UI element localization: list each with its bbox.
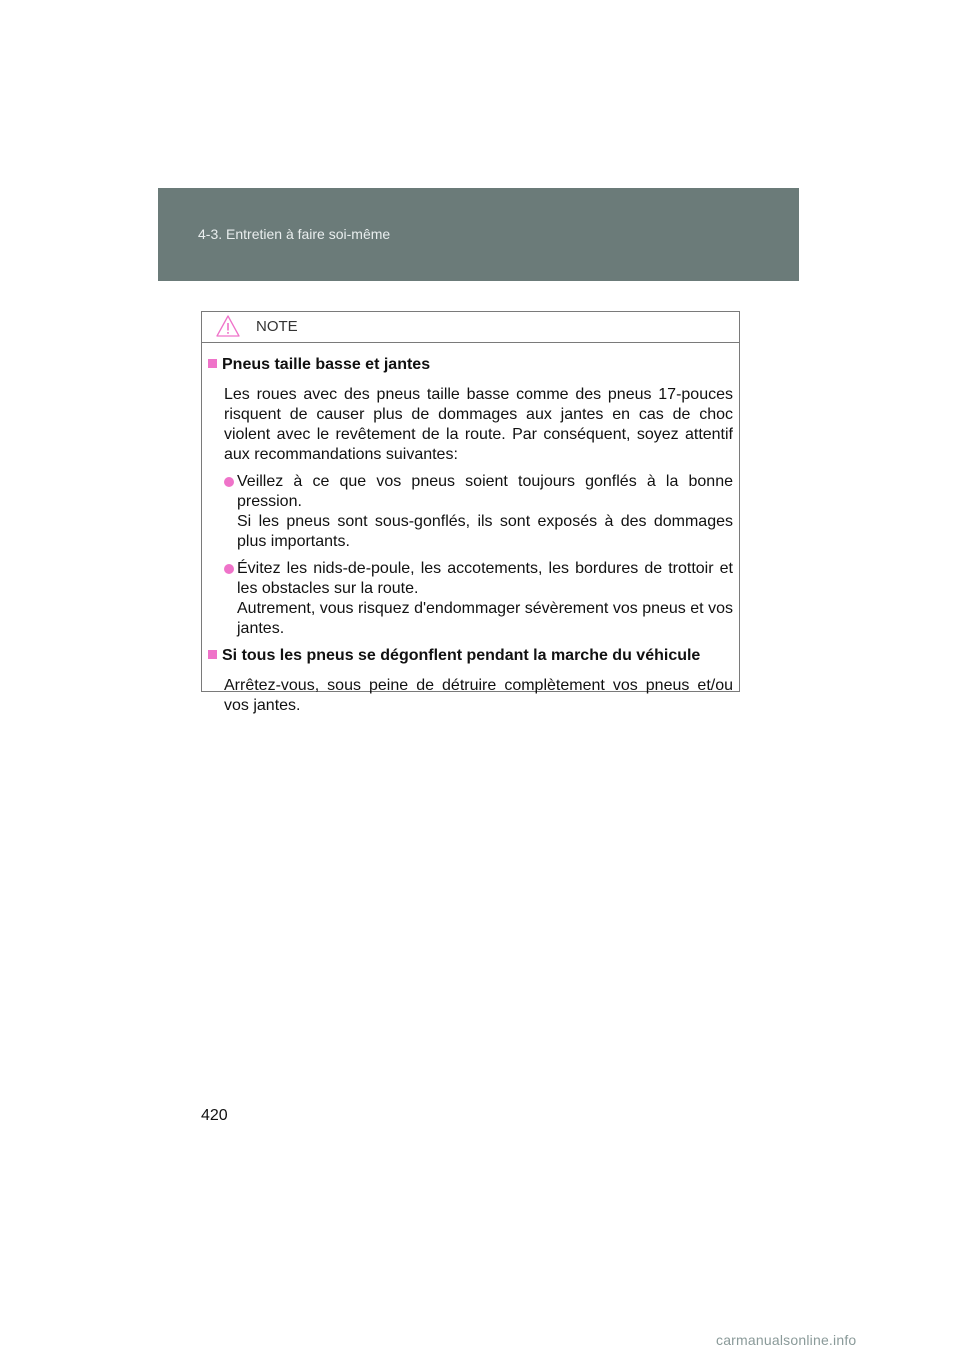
section-heading-text: Si tous les pneus se dégonflent pendant la marche du véhicule — [222, 647, 701, 664]
section-heading — [208, 646, 733, 666]
section-heading-text: Pneus taille basse et jantes — [222, 356, 431, 373]
square-bullet-icon — [208, 650, 217, 659]
bullet-text: Si les pneus sont sous-gonflés, ils sont exposés à des dommages plus importants. — [237, 513, 733, 550]
note-label: NOTE — [256, 318, 298, 335]
bullet-text: Autrement, vous risquez d'endommager sévèrement vos pneus et vos jantes. — [237, 600, 733, 637]
circle-bullet-icon — [224, 477, 234, 487]
section-paragraph: Arrêtez-vous, sous peine de détruire complètement vos pneus et/ou vos jantes. — [224, 677, 733, 714]
section-title: 4-3. Entretien à faire soi-même — [198, 226, 391, 242]
note-box — [201, 311, 740, 714]
circle-bullet-icon — [224, 564, 234, 574]
square-bullet-icon — [208, 359, 217, 368]
bullet-text: Évitez les nids-de-poule, les accotements, les bordures de trottoir et les obstacles sur la route. — [237, 560, 733, 597]
page-number: 420 — [201, 1107, 228, 1124]
section-paragraph: Les roues avec des pneus taille basse comme des pneus 17-pouces risquent de causer plus de dommages aux jantes en cas de choc violent avec le revêtement de la route. Par conséquent, soyez attentif aux recommandations suivantes: — [224, 386, 733, 463]
note-body — [202, 343, 739, 716]
watermark: carmanualsonline.info — [716, 1332, 857, 1348]
note-header — [202, 312, 739, 343]
section-heading — [208, 355, 733, 375]
bullet-item — [224, 559, 733, 639]
bullet-text: Veillez à ce que vos pneus soient toujours gonflés à la bonne pression. — [237, 473, 733, 510]
header-bar — [158, 188, 799, 281]
bullet-item — [224, 472, 733, 552]
warning-icon — [215, 314, 241, 338]
